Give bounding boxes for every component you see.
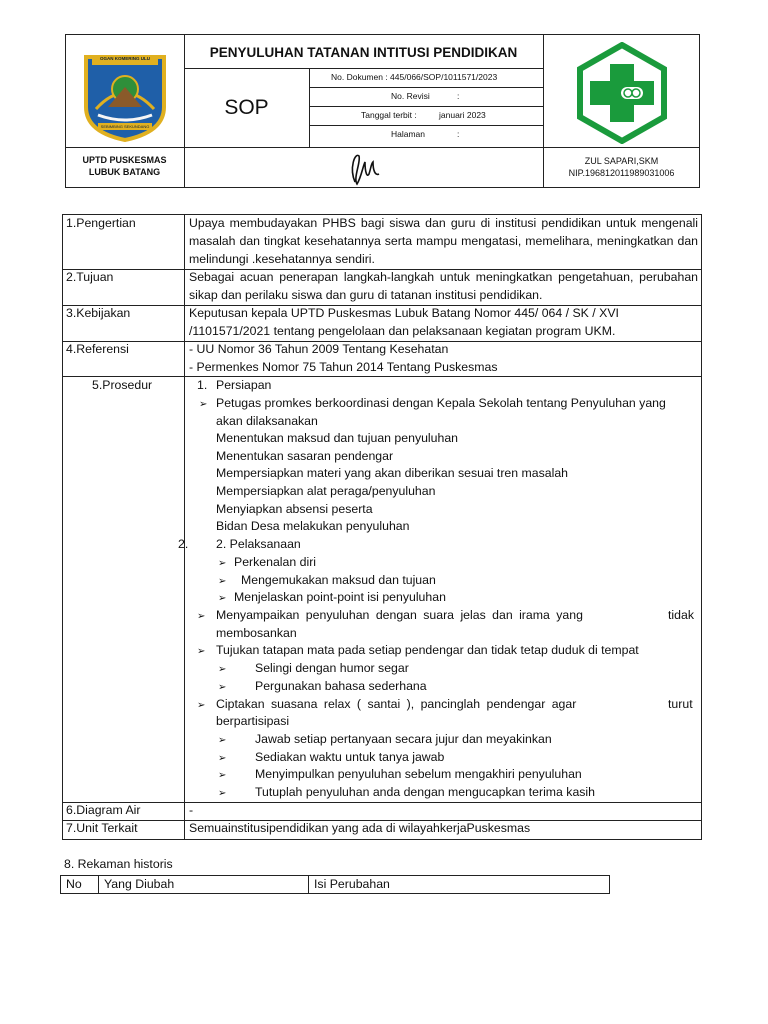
sop-label: SOP (224, 96, 269, 119)
pelaksanaan-point-a-line2: membosankan (216, 626, 297, 640)
rekaman-title: 8. Rekaman historis (64, 857, 173, 871)
rekaman-column-header: Isi Perubahan (314, 877, 390, 891)
bullet-icon: ➢ (218, 558, 227, 569)
document-title: PENYULUHAN TATANAN INTITUSI PENDIDIKAN (209, 45, 518, 60)
persiapan-item: Menentukan sasaran pendengar (216, 449, 394, 463)
referensi-item: - Permenkes Nomor 75 Tahun 2014 Tentang Puskesmas (189, 360, 498, 374)
bullet-icon: ➢ (197, 700, 206, 711)
bullet-icon: ➢ (197, 646, 206, 657)
label-referensi: 4.Referensi (66, 342, 129, 356)
unit-text: Semuainstitusipendidikan yang ada di wilayahkerjaPuskesmas (189, 821, 531, 835)
halaman-value: : (457, 129, 460, 139)
rekaman-column-header: Yang Diubah (104, 877, 175, 891)
label-pengertian: 1.Pengertian (66, 216, 136, 230)
bullet-icon: ➢ (218, 682, 227, 693)
persiapan-first-line1: Petugas promkes berkoordinasi dengan Kepala Sekolah tentang Penyuluhan yang (216, 396, 666, 410)
puskesmas-logo (576, 42, 668, 144)
bullet-icon: ➢ (218, 576, 227, 587)
bullet-icon: ➢ (199, 399, 208, 410)
bullet-icon: ➢ (218, 753, 227, 764)
label-kebijakan: 3.Kebijakan (66, 306, 131, 320)
halaman: Halaman (391, 129, 426, 139)
pelaksanaan-item: Menjelaskan point-point isi penyuluhan (234, 590, 446, 604)
persiapan-first-line2: akan dilaksanakan (216, 414, 318, 428)
logo-text-bottom: SEBIMBING SEKUNDANG (100, 124, 150, 129)
bullet-icon: ➢ (218, 735, 227, 746)
persiapan-title: Persiapan (216, 378, 272, 392)
no-revisi-value: : (457, 91, 460, 101)
tujuan-text: Sebagai acuan penerapan langkah-langkah untuk meningkatkan pengetahuan, perubahan sikap dan perilaku siswa dan guru di tatanan institusi pendidikan. (189, 270, 698, 302)
persiapan-item: Menentukan maksud dan tujuan penyuluhan (216, 431, 459, 445)
pelaksanaan-item: Perkenalan diri (234, 555, 317, 569)
referensi-item: - UU Nomor 36 Tahun 2009 Tentang Kesehatan (189, 342, 449, 356)
kebijakan-line1: Keputusan kepala UPTD Puskesmas Lubuk Batang Nomor 445/ 064 / SK / XVI (189, 306, 619, 320)
no-dokumen: No. Dokumen : 445/066/SOP/1011571/2023 (331, 72, 498, 82)
tanggal-terbit-value: januari 2023 (439, 110, 486, 120)
pelaksanaan-point-c: Ciptakan suasana relax ( santai ), pancinglah pendengar agar (216, 697, 577, 711)
pelaksanaan-marker: 2. (178, 537, 189, 551)
signer-name: ZUL SAPARI,SKM (584, 156, 659, 166)
persiapan-item: Bidan Desa melakukan penyuluhan (216, 519, 410, 533)
pelaksanaan-sub-item: Selingi dengan humor segar (255, 661, 409, 675)
persiapan-number: 1. (197, 378, 208, 392)
tanggal-terbit: Tanggal terbit : (361, 110, 417, 120)
persiapan-item: Mempersiapkan materi yang akan diberikan sesuai tren masalah (216, 466, 569, 480)
pelaksanaan-point-a: Menyampaikan penyuluhan dengan suara jelas dan irama yang (216, 608, 583, 622)
kebijakan-line2: /1101571/2021 tentang pengelolaan dan pelaksanaan kegiatan program UKM. (189, 324, 616, 338)
org-name-line1: UPTD PUSKESMAS (82, 155, 167, 165)
bullet-icon: ➢ (218, 664, 227, 675)
diagram-text: - (189, 803, 194, 817)
no-revisi: No. Revisi (391, 91, 430, 101)
logo-text-top: OGAN KOMERING ULU (100, 56, 150, 61)
district-emblem (78, 47, 172, 142)
pelaksanaan-point-c-line2: berpartisipasi (216, 714, 290, 728)
label-prosedur: 5.Prosedur (92, 378, 153, 392)
pelaksanaan-point-b: Tujukan tatapan mata pada setiap pendengar dan tidak tetap duduk di tempat (216, 643, 639, 657)
bullet-icon: ➢ (218, 788, 227, 799)
pelaksanaan-sub-item: Menyimpulkan penyuluhan sebelum mengakhiri penyuluhan (255, 767, 582, 781)
pelaksanaan-sub-item: Tutuplah penyuluhan anda dengan mengucapkan terima kasih (255, 785, 596, 799)
rekaman-column-header: No (66, 877, 82, 891)
persiapan-item: Mempersiapkan alat peraga/penyuluhan (216, 484, 436, 498)
pelaksanaan-item: Mengemukakan maksud dan tujuan (241, 573, 436, 587)
bullet-icon: ➢ (218, 593, 227, 604)
org-name-line2: LUBUK BATANG (88, 167, 161, 177)
bullet-icon: ➢ (218, 770, 227, 781)
signature (345, 148, 385, 188)
pelaksanaan-point-c-end: turut (668, 697, 693, 711)
label-diagram: 6.Diagram Air (66, 803, 141, 817)
label-tujuan: 2.Tujuan (66, 270, 114, 284)
bullet-icon: ➢ (197, 611, 206, 622)
label-unit: 7.Unit Terkait (66, 821, 138, 835)
pelaksanaan-sub-item: Jawab setiap pertanyaan secara jujur dan meyakinkan (255, 732, 552, 746)
pelaksanaan-sub-item: Pergunakan bahasa sederhana (255, 679, 427, 693)
pelaksanaan-point-a-end: tidak (668, 608, 694, 622)
pengertian-text: Upaya membudayakan PHBS bagi siswa dan guru di institusi pendidikan untuk mengenali masalah dan tingkat kesehatannya serta mampu mengatasi, memelihara, meningkatkan dan melindungi .kesehatannya sendiri. (189, 216, 698, 266)
persiapan-item: Menyiapkan absensi peserta (216, 502, 373, 516)
signer-nip: NIP.196812011989031006 (568, 168, 675, 178)
pelaksanaan-sub-item: Sediakan waktu untuk tanya jawab (255, 750, 445, 764)
pelaksanaan-title: 2. Pelaksanaan (216, 537, 301, 551)
